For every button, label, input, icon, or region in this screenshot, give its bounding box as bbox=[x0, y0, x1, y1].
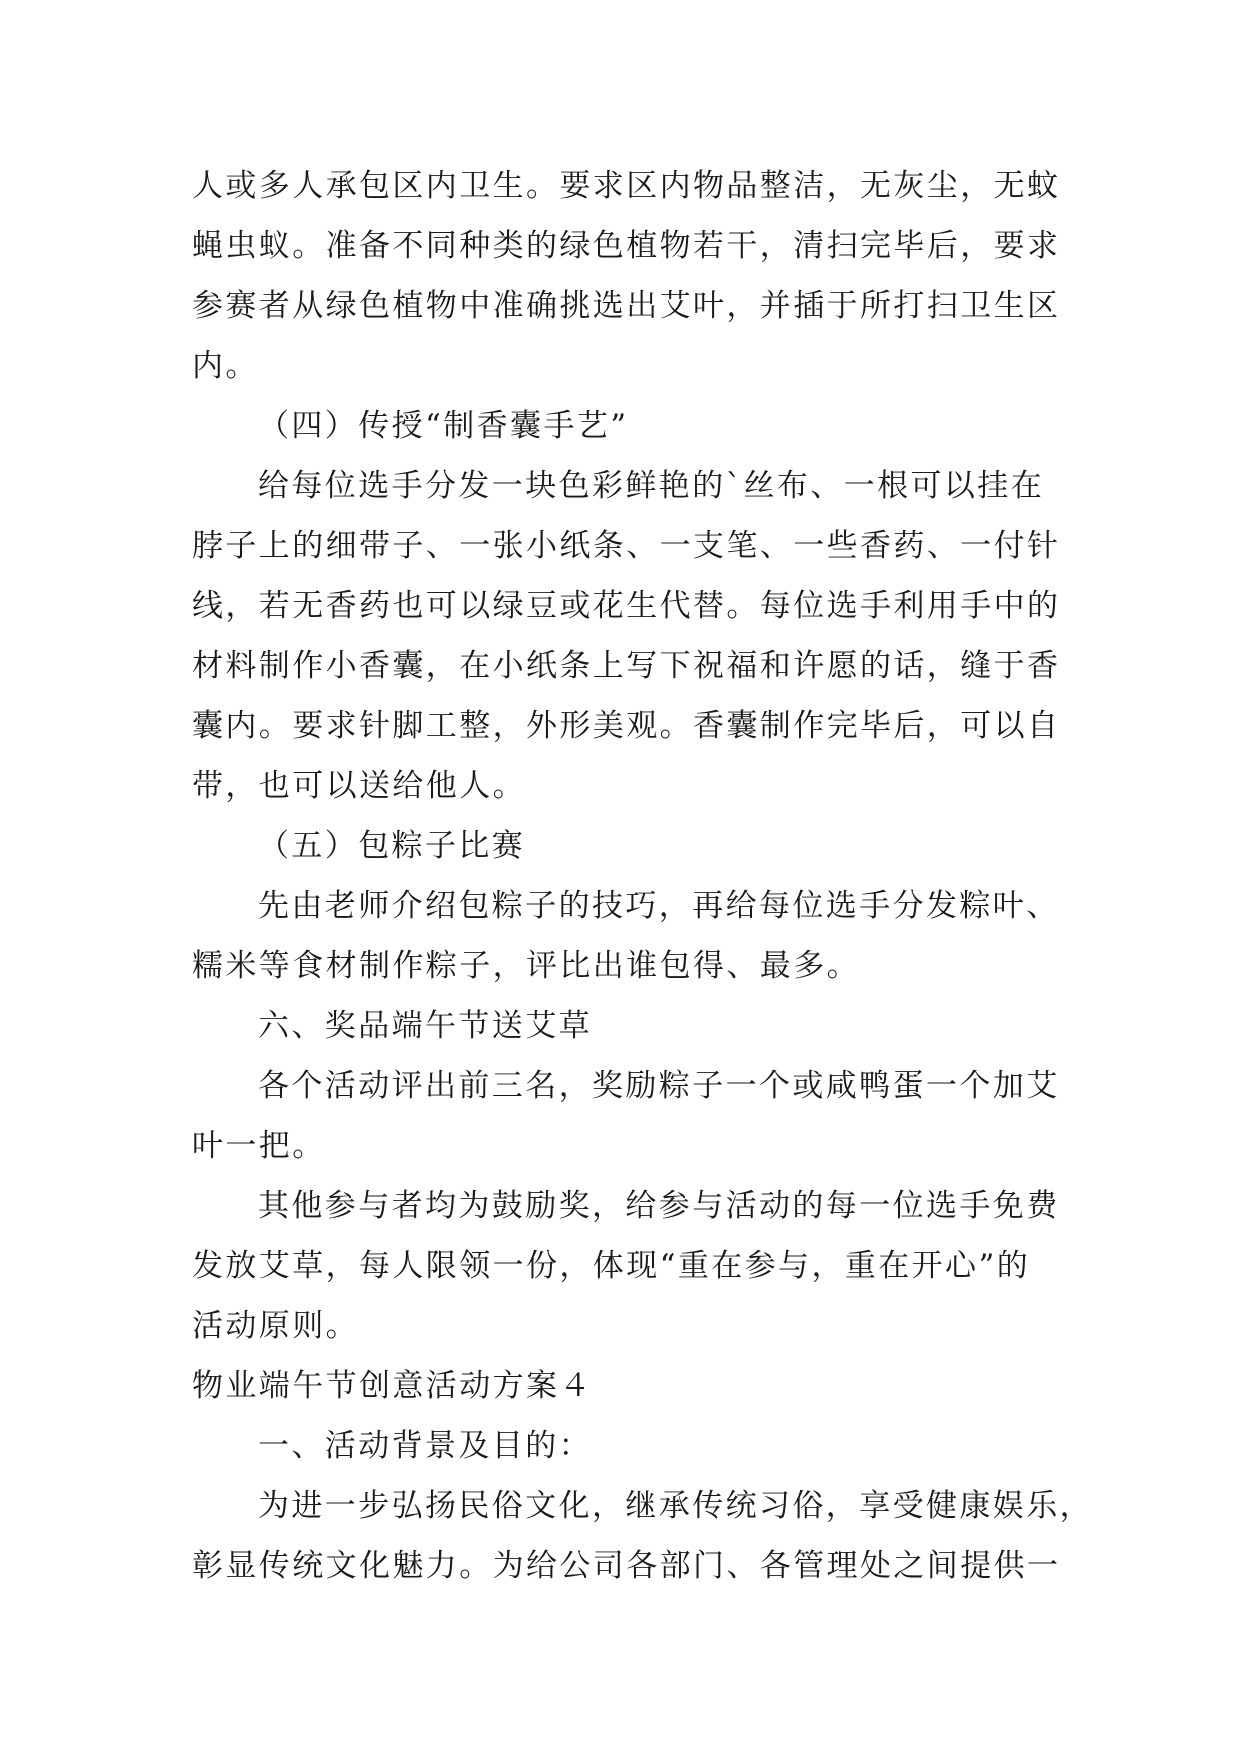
text-line: 发放艾草，每人限领一份，体现“重在参与，重在开心”的 bbox=[192, 1248, 1031, 1284]
section-heading: （五）包粽子比赛 bbox=[258, 828, 526, 864]
text-line: 内。 bbox=[192, 348, 259, 384]
text-line: 蝇虫蚁。准备不同种类的绿色植物若干，清扫完毕后，要求 bbox=[192, 228, 1061, 264]
text-line: 囊内。要求针脚工整，外形美观。香囊制作完毕后，可以自 bbox=[192, 708, 1061, 744]
text-line: 材料制作小香囊，在小纸条上写下祝福和许愿的话，缝于香 bbox=[192, 648, 1061, 684]
text-line: 人或多人承包区内卫生。要求区内物品整洁，无灰尘，无蚊 bbox=[192, 168, 1061, 204]
text-line: 叶一把。 bbox=[192, 1128, 326, 1164]
text-line: 活动原则。 bbox=[192, 1308, 359, 1344]
document-title: 物业端午节创意活动方案４ bbox=[192, 1368, 593, 1404]
text-line: 其他参与者均为鼓励奖，给参与活动的每一位选手免费 bbox=[258, 1188, 1060, 1224]
section-heading: 一、活动背景及目的： bbox=[258, 1428, 592, 1464]
text-line: 参赛者从绿色植物中准确挑选出艾叶，并插于所打扫卫生区 bbox=[192, 288, 1061, 324]
text-line: 先由老师介绍包粽子的技巧，再给每位选手分发粽叶、 bbox=[258, 888, 1060, 924]
section-heading: 六、奖品端午节送艾草 bbox=[258, 1008, 592, 1044]
text-line: 给每位选手分发一块色彩鲜艳的`丝布、一根可以挂在 bbox=[258, 468, 1045, 504]
text-line: 带，也可以送给他人。 bbox=[192, 768, 526, 804]
text-line: 为进一步弘扬民俗文化，继承传统习俗，享受健康娱乐， bbox=[258, 1488, 1093, 1524]
text-line: 脖子上的细带子、一张小纸条、一支笔、一些香药、一付针 bbox=[192, 528, 1061, 564]
text-line: 彰显传统文化魅力。为给公司各部门、各管理处之间提供一 bbox=[192, 1548, 1061, 1584]
text-line: 糯米等食材制作粽子，评比出谁包得、最多。 bbox=[192, 948, 860, 984]
section-heading: （四）传授“制香囊手艺” bbox=[258, 408, 629, 444]
text-line: 各个活动评出前三名，奖励粽子一个或咸鸭蛋一个加艾 bbox=[258, 1068, 1060, 1104]
text-line: 线，若无香药也可以绿豆或花生代替。每位选手利用手中的 bbox=[192, 588, 1061, 624]
